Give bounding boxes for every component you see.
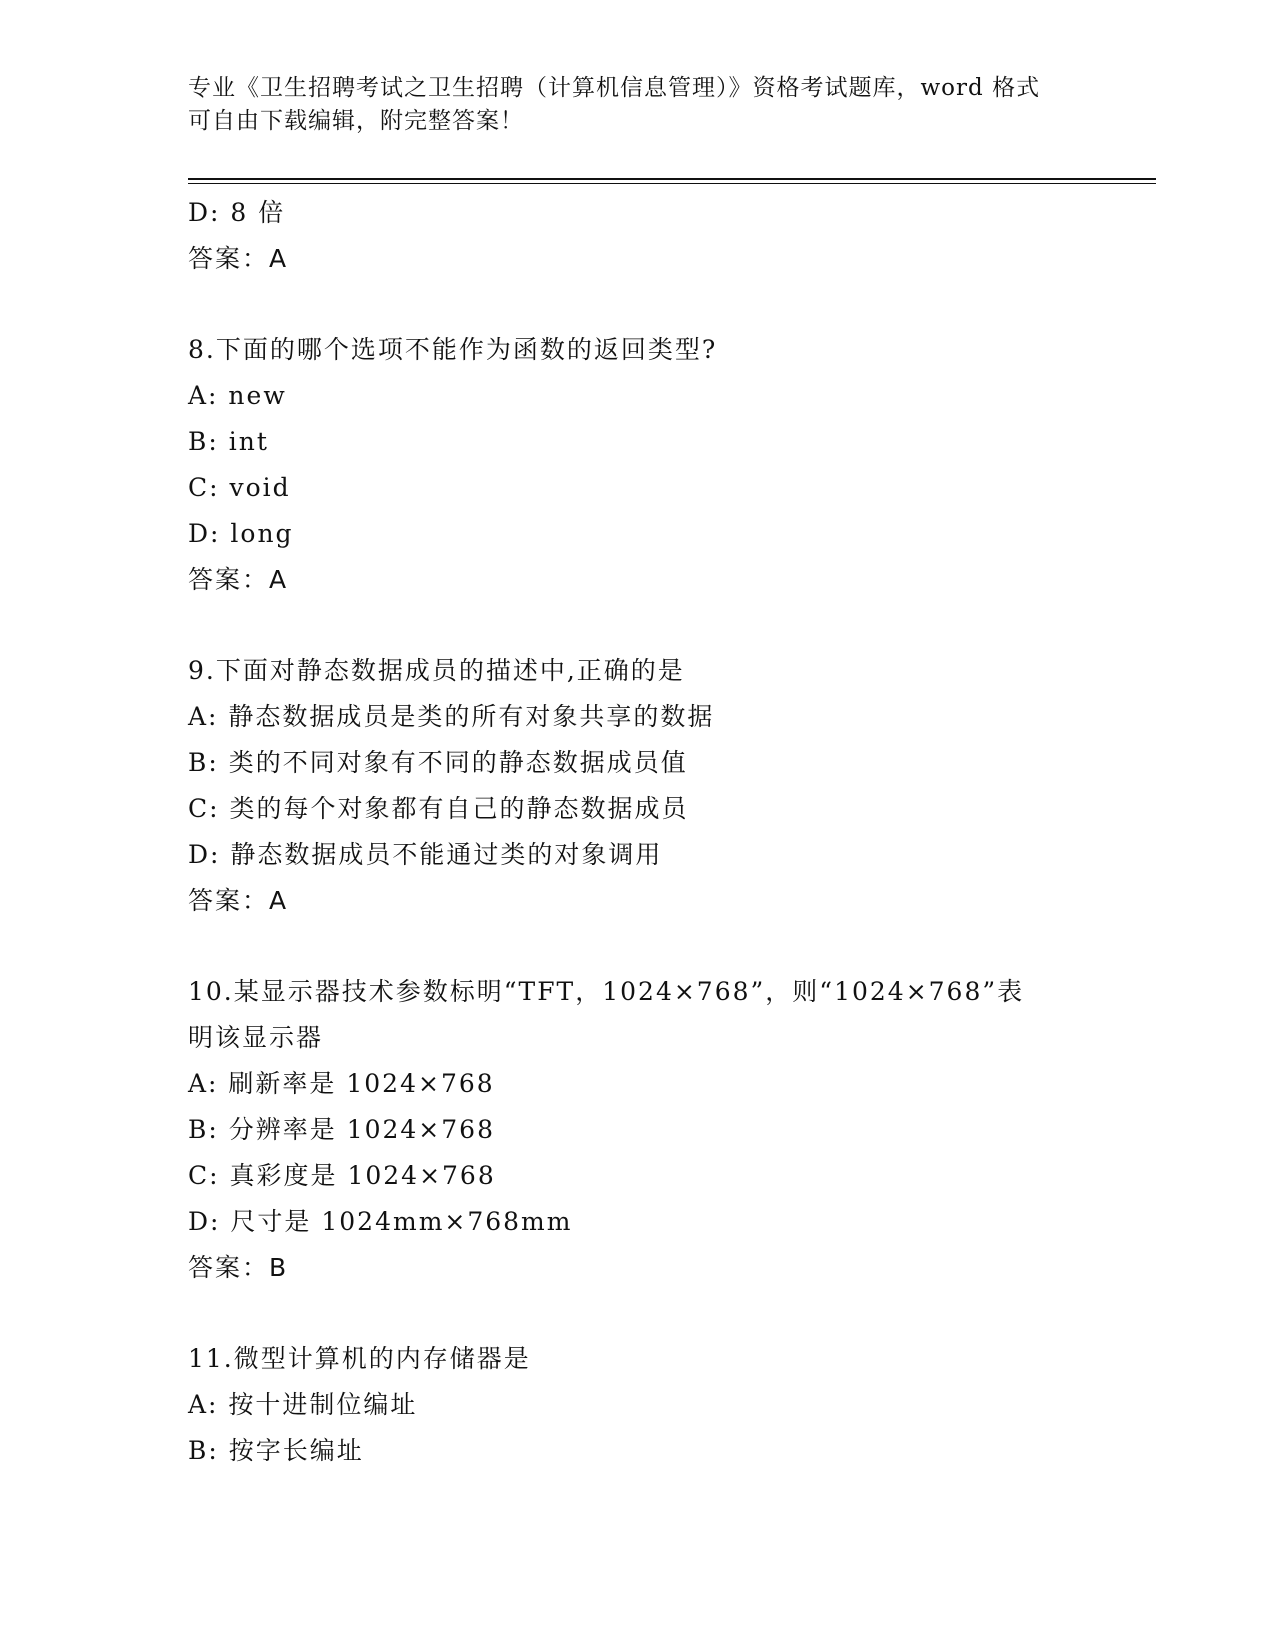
q8-option-d: D: long — [188, 519, 294, 548]
q8-option-b: B: int — [188, 427, 269, 456]
header-line-2: 可自由下载编辑，附完整答案！ — [188, 108, 524, 134]
q11-option-a: A: 按十进制位编址 — [188, 1390, 418, 1419]
spacer — [188, 282, 1148, 327]
spacer — [188, 924, 1148, 969]
q9-option-a: A: 静态数据成员是类的所有对象共享的数据 — [188, 702, 715, 731]
header-divider-thin — [188, 183, 1156, 184]
q8-option-a: A: new — [188, 381, 287, 410]
q7-option-d: D: 8 倍 — [188, 198, 286, 227]
q10-question-line-1: 10.某显示器技术参数标明“TFT，1024×768”，则“1024×768”表 — [188, 977, 1025, 1006]
page-header — [188, 72, 1088, 138]
q10-answer: 答案：B — [188, 1253, 289, 1282]
q7-answer: 答案：A — [188, 244, 289, 273]
spacer — [188, 603, 1148, 648]
q11-question: 11.微型计算机的内存储器是 — [188, 1344, 531, 1373]
header-divider-thick — [188, 178, 1156, 180]
q9-option-c: C: 类的每个对象都有自己的静态数据成员 — [188, 794, 689, 823]
q9-question: 9.下面对静态数据成员的描述中,正确的是 — [188, 656, 685, 685]
header-line-1: 专业《卫生招聘考试之卫生招聘（计算机信息管理）》资格考试题库，word 格式 — [188, 75, 1041, 101]
question-content — [188, 190, 1148, 1474]
q8-question: 8.下面的哪个选项不能作为函数的返回类型? — [188, 335, 718, 364]
q10-option-d: D: 尺寸是 1024mm×768mm — [188, 1207, 573, 1236]
q9-option-d: D: 静态数据成员不能通过类的对象调用 — [188, 840, 663, 869]
spacer — [188, 1291, 1148, 1336]
q10-option-b: B: 分辨率是 1024×768 — [188, 1115, 495, 1144]
q8-option-c: C: void — [188, 473, 291, 502]
q8-answer: 答案：A — [188, 565, 289, 594]
q10-option-c: C: 真彩度是 1024×768 — [188, 1161, 496, 1190]
q10-question-line-2: 明该显示器 — [188, 1023, 324, 1052]
q9-answer: 答案：A — [188, 886, 289, 915]
q11-option-b: B: 按字长编址 — [188, 1436, 364, 1465]
q10-option-a: A: 刷新率是 1024×768 — [188, 1069, 495, 1098]
q9-option-b: B: 类的不同对象有不同的静态数据成员值 — [188, 748, 688, 777]
